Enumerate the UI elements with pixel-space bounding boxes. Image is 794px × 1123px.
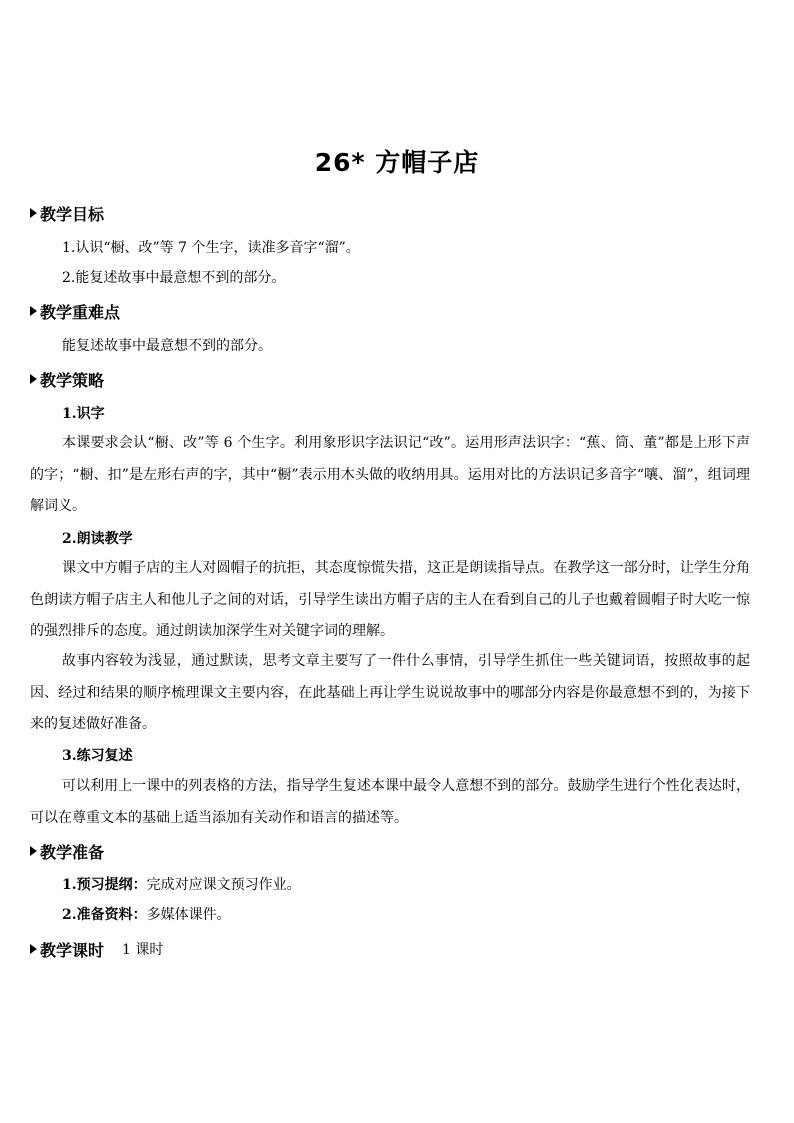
section-objectives-title: 教学目标 <box>40 204 105 224</box>
preparation-item-label: 2.准备资料： <box>62 907 147 923</box>
arrow-right-icon <box>30 208 37 218</box>
section-preparation-title: 教学准备 <box>40 842 105 862</box>
strategy-reading-para-2: 故事内容较为浅显，通过默读，思考文章主要写了一件什么事情，引导学生抓住一些关键词语，按照故事的起因、经过和结果的顺序梳理课文主要内容，在此基础上再让学生说说故事中的哪部分内容是你最意想不到的，为接下来的复述做好准备。 <box>30 653 750 732</box>
strategy-reading-para-1: 课文中方帽子店的主人对圆帽子的抗拒，其态度惊慌失措，这正是朗读指导点。在教学这一部分时，让学生分角色朗读方帽子店主人和他儿子之间的对话，引导学生读出方帽子店的主人在看到自己的儿子也戴着圆帽子时大吃一惊的强烈排斥的态度。通过朗读加深学生对关键字词的理解。 <box>30 560 750 639</box>
arrow-right-icon <box>30 846 37 856</box>
preparation-item-text: 多媒体课件。 <box>146 907 231 923</box>
section-hours-heading <box>30 937 163 961</box>
section-strategies-title: 教学策略 <box>40 370 105 390</box>
strategy-literacy-heading: 1.识字 <box>62 406 105 422</box>
strategy-retell-heading: 3.练习复述 <box>62 748 133 764</box>
objective-item-1: 1.认识“橱、改”等 7 个生字，读准多音字“溜”。 <box>62 240 360 256</box>
arrow-right-icon <box>30 306 37 316</box>
preparation-item-text: 完成对应课文预习作业。 <box>146 877 301 893</box>
page-title: 26* 方帽子店 <box>314 148 480 177</box>
preparation-item-2 <box>62 905 231 925</box>
section-preparation-heading <box>30 839 104 863</box>
section-hours-title: 教学课时 <box>40 940 105 960</box>
strategy-reading-heading: 2.朗读教学 <box>62 531 133 547</box>
section-objectives-heading <box>30 201 104 225</box>
arrow-right-icon <box>30 944 37 954</box>
section-strategies-heading <box>30 367 104 391</box>
objective-item-2: 2.能复述故事中最意想不到的部分。 <box>62 270 286 286</box>
preparation-item-label: 1.预习提纲： <box>62 877 147 893</box>
arrow-right-icon <box>30 374 37 384</box>
strategy-retell-text: 可以利用上一课中的列表格的方法，指导学生复述本课中最令人意想不到的部分。鼓励学生进行个性化表达时，可以在尊重文本的基础上适当添加有关动作和语言的描述等。 <box>30 778 750 826</box>
section-key-points-heading <box>30 299 120 323</box>
key-points-text: 能复述故事中最意想不到的部分。 <box>62 338 272 354</box>
preparation-item-1 <box>62 875 301 895</box>
section-key-points-title: 教学重难点 <box>40 302 121 322</box>
strategy-literacy-text: 本课要求会认“橱、改”等 6 个生字。利用象形识字法识记“改”。运用形声法识字：“蕉、筒、董”都是上形下声的字；“橱、扣”是左形右声的字，其中“橱”表示用木头做的收纳用具。运用对比的方法识记多音字“嚷、溜”，组词理解词义。 <box>30 435 750 514</box>
hours-value: 1 课时 <box>122 942 164 958</box>
